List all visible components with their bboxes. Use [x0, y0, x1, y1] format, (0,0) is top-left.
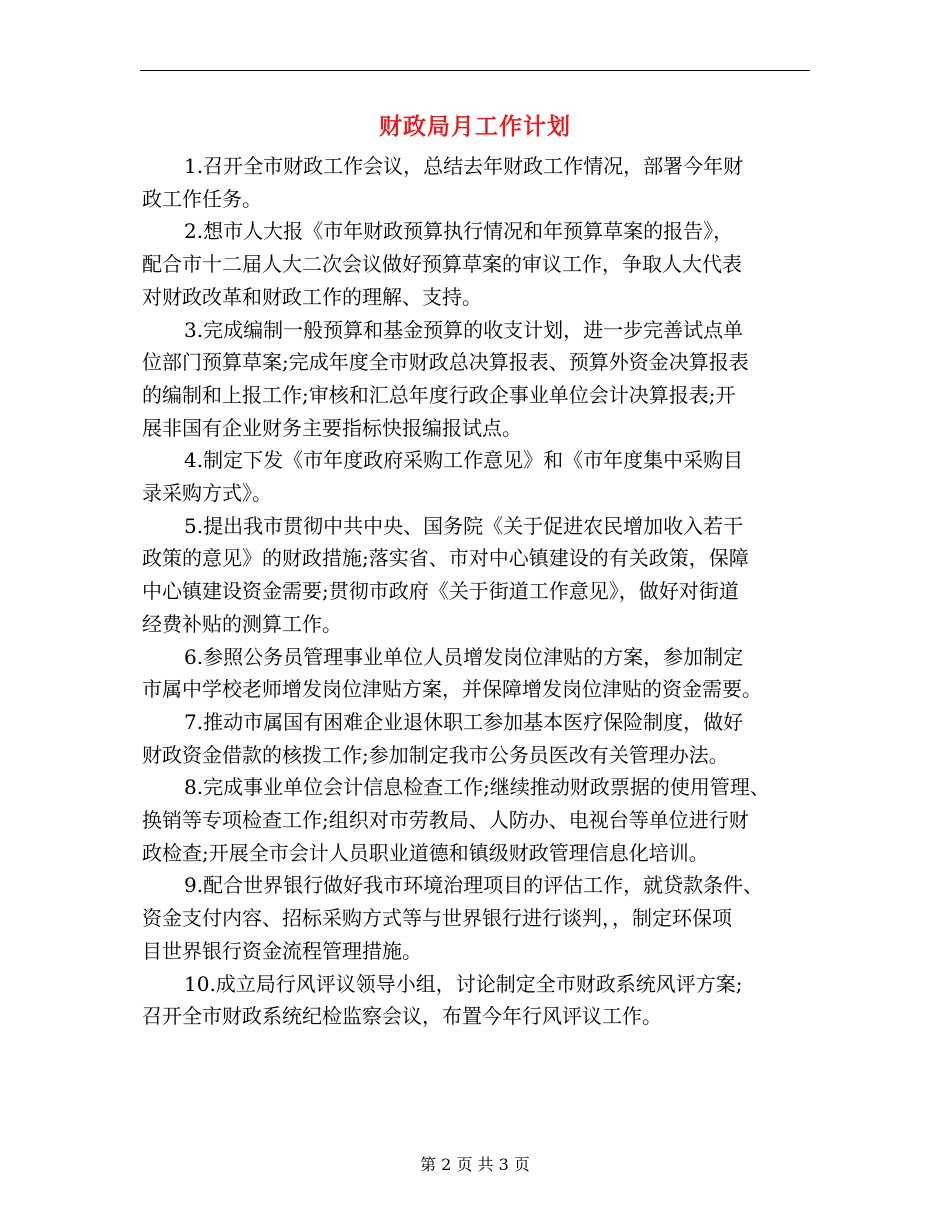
- paragraph-5: [142, 510, 810, 641]
- document-body: [142, 150, 810, 1033]
- text-line: 召开全市财政系统纪检监察会议，布置今年行风评议工作。: [142, 1004, 662, 1029]
- text-line: 目世界银行资金流程管理措施。: [142, 938, 422, 963]
- text-line: 录采购方式》。: [142, 481, 272, 506]
- text-line: 5.提出我市贯彻中共中央、国务院《关于促进农民增加收入若干: [184, 513, 744, 538]
- page-footer: 第 2 页 共 3 页: [420, 1155, 530, 1174]
- document-title: 财政局月工作计划: [379, 113, 571, 140]
- text-line: 财政资金借款的核拨工作;参加制定我市公务员医改有关管理办法。: [142, 742, 729, 767]
- text-line: 中心镇建设资金需要;贯彻市政府《关于街道工作意见》，做好对街道: [142, 579, 739, 604]
- paragraph-4: [142, 444, 810, 509]
- text-line: 市属中学校老师增发岗位津贴方案，并保障增发岗位津贴的资金需要。: [142, 677, 762, 702]
- text-line: 6.参照公务员管理事业单位人员增发岗位津贴的方案，参加制定: [184, 644, 744, 669]
- paragraph-1: [142, 150, 810, 215]
- text-line: 经费补贴的测算工作。: [142, 611, 342, 636]
- text-line: 政工作任务。: [142, 186, 262, 211]
- text-line: 2.想市人大报《市年财政预算执行情况和年预算草案的报告》，: [184, 219, 734, 244]
- paragraph-7: [142, 706, 810, 771]
- text-line: 7.推动市属国有困难企业退休职工参加基本医疗保险制度，做好: [184, 709, 744, 734]
- text-line: 3.完成编制一般预算和基金预算的收支计划，进一步完善试点单: [184, 317, 744, 342]
- text-line: 配合市十二届人大二次会议做好预算草案的审议工作，争取人大代表: [142, 252, 742, 277]
- text-line: 换销等专项检查工作;组织对市劳教局、人防办、电视台等单位进行财: [142, 808, 749, 833]
- text-line: 10.成立局行风评议领导小组，讨论制定全市财政系统风评方案;: [184, 971, 743, 996]
- text-line: 位部门预算草案;完成年度全市财政总决算报表、预算外资金决算报表: [142, 350, 749, 375]
- text-line: 资金支付内容、招标采购方式等与世界银行进行谈判，，制定环保项: [142, 906, 732, 931]
- header-rule: [140, 70, 810, 71]
- text-line: 展非国有企业财务主要指标快报编报试点。: [142, 415, 522, 440]
- text-line: 4.制定下发《市年度政府采购工作意见》和《市年度集中采购目: [184, 448, 744, 473]
- text-line: 8.完成事业单位会计信息检查工作;继续推动财政票据的使用管理、: [184, 775, 770, 800]
- paragraph-2: [142, 215, 810, 313]
- text-line: 的编制和上报工作;审核和汇总年度行政企事业单位会计决算报表;开: [142, 382, 736, 407]
- paragraph-9: [142, 869, 810, 967]
- text-line: 1.召开全市财政工作会议，总结去年财政工作情况，部署今年财: [184, 154, 744, 178]
- paragraph-6: [142, 641, 810, 706]
- text-line: 政检查;开展全市会计人员职业道德和镇级财政管理信息化培训。: [142, 840, 709, 865]
- text-line: 政策的意见》的财政措施;落实省、市对中心镇建设的有关政策，保障: [142, 546, 749, 571]
- paragraph-10: [142, 968, 810, 1033]
- paragraph-8: [142, 771, 810, 869]
- text-line: 9.配合世界银行做好我市环境治理项目的评估工作，就贷款条件、: [184, 873, 764, 898]
- paragraph-3: [142, 314, 810, 445]
- text-line: 对财政改革和财政工作的理解、支持。: [142, 284, 482, 309]
